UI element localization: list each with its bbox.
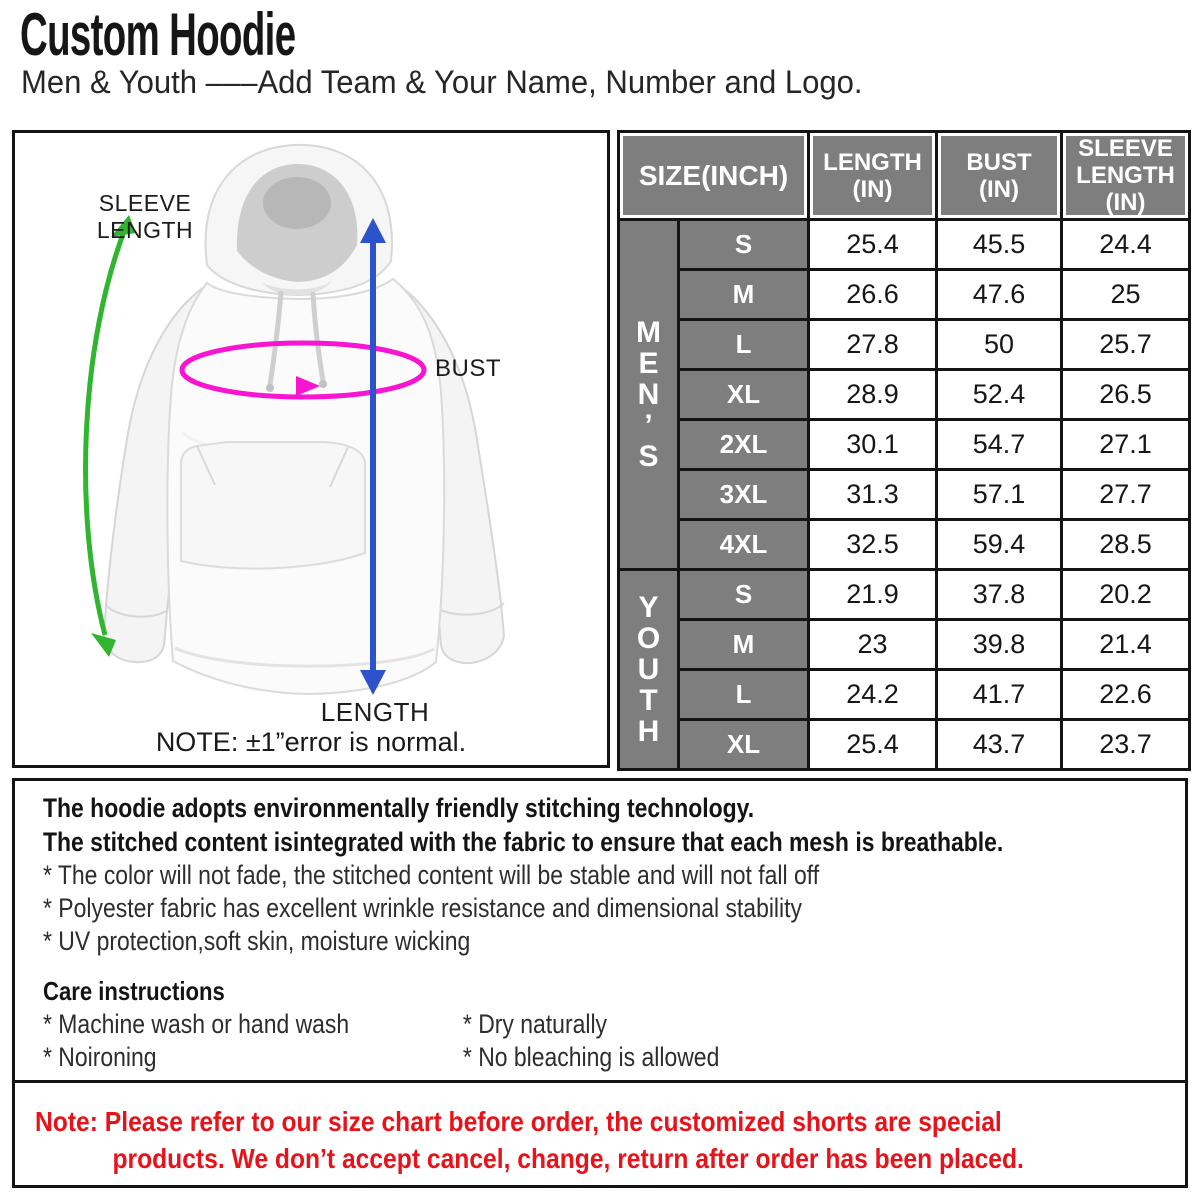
sleeve-value: 20.2 <box>1062 570 1190 620</box>
bust-value: 47.6 <box>937 270 1062 320</box>
table-row <box>619 670 1190 720</box>
length-value: 21.9 <box>809 570 937 620</box>
table-row <box>619 470 1190 520</box>
size-cell: XL <box>679 720 809 770</box>
length-value: 24.2 <box>809 670 937 720</box>
sleeve-value: 25 <box>1062 270 1190 320</box>
group-label: Y O U T H <box>619 570 679 770</box>
length-label: LENGTH <box>320 697 430 727</box>
page-subtitle: Men & Youth –––Add Team & Your Name, Number and Logo. <box>21 64 863 100</box>
care-item: * Machine wash or hand wash <box>43 1009 350 1039</box>
size-cell: 4XL <box>679 520 809 570</box>
bust-value: 39.8 <box>937 620 1062 670</box>
length-value: 25.4 <box>809 720 937 770</box>
table-row <box>619 370 1190 420</box>
measurement-diagram <box>12 130 610 768</box>
bust-value: 41.7 <box>937 670 1062 720</box>
order-note-line2: products. We don’t accept cancel, change, return after order has been placed. <box>112 1143 1024 1174</box>
size-cell: 2XL <box>679 420 809 470</box>
table-row <box>619 620 1190 670</box>
description-section <box>15 781 1185 1083</box>
bust-value: 43.7 <box>937 720 1062 770</box>
size-cell: S <box>679 220 809 270</box>
table-row <box>619 520 1190 570</box>
table-row <box>619 420 1190 470</box>
table-row <box>619 720 1190 770</box>
description-line: The stitched content isintegrated with the fabric to ensure that each mesh is breathable. <box>43 827 1004 857</box>
length-value: 26.6 <box>809 270 937 320</box>
order-note-section <box>15 1083 1185 1177</box>
sleeve-length-label: SLEEVE LENGTH <box>96 190 194 243</box>
care-item: * Dry naturally <box>462 1009 608 1039</box>
sleeve-value: 23.7 <box>1062 720 1190 770</box>
care-item: * Noironing <box>43 1042 157 1072</box>
size-cell: S <box>679 570 809 620</box>
sleeve-value: 27.7 <box>1062 470 1190 520</box>
sleeve-value: 28.5 <box>1062 520 1190 570</box>
bust-value: 54.7 <box>937 420 1062 470</box>
care-item: * No bleaching is allowed <box>462 1042 720 1072</box>
size-cell: XL <box>679 370 809 420</box>
size-cell: 3XL <box>679 470 809 520</box>
order-note-text <box>35 1103 1047 1177</box>
tolerance-note: NOTE: ±1”error is normal. <box>155 727 467 757</box>
feature-bullet: * The color will not fade, the stitched content will be stable and will not fall off <box>43 860 820 890</box>
table-row <box>619 320 1190 370</box>
sleeve-value: 24.4 <box>1062 220 1190 270</box>
bust-value: 52.4 <box>937 370 1062 420</box>
sleeve-value: 25.7 <box>1062 320 1190 370</box>
description-line: The hoodie adopts environmentally friendly stitching technology. <box>43 793 755 823</box>
size-cell: M <box>679 270 809 320</box>
size-inch-header: SIZE(INCH) <box>619 132 809 220</box>
length-value: 30.1 <box>809 420 937 470</box>
size-cell: L <box>679 320 809 370</box>
table-row <box>619 220 1190 270</box>
sleeve-length-column-header: SLEEVE LENGTH (IN) <box>1062 132 1190 220</box>
description-bullet-lines <box>43 859 1014 958</box>
bust-value: 50 <box>937 320 1062 370</box>
bust-value: 37.8 <box>937 570 1062 620</box>
size-cell: M <box>679 620 809 670</box>
group-label: M E N ’ S <box>619 220 679 570</box>
product-info-box <box>12 778 1188 1188</box>
sleeve-value: 22.6 <box>1062 670 1190 720</box>
feature-bullet: * UV protection,soft skin, moisture wicking <box>43 926 471 956</box>
sleeve-value: 26.5 <box>1062 370 1190 420</box>
size-cell: L <box>679 670 809 720</box>
length-value: 32.5 <box>809 520 937 570</box>
sleeve-value: 27.1 <box>1062 420 1190 470</box>
length-value: 31.3 <box>809 470 937 520</box>
length-value: 28.9 <box>809 370 937 420</box>
description-bold-lines <box>43 791 1014 859</box>
table-row <box>619 270 1190 320</box>
length-value: 23 <box>809 620 937 670</box>
feature-bullet: * Polyester fabric has excellent wrinkle resistance and dimensional stability <box>43 893 802 923</box>
table-row <box>619 570 1190 620</box>
order-note-line1: Note: Please refer to our size chart before order, the customized shorts are special <box>35 1106 1002 1137</box>
length-value: 25.4 <box>809 220 937 270</box>
bust-column-header: BUST (IN) <box>937 132 1062 220</box>
care-list-left <box>43 1008 463 1074</box>
table-header-row <box>619 132 1190 220</box>
bust-value: 45.5 <box>937 220 1062 270</box>
care-instructions-title: Care instructions <box>43 976 225 1006</box>
page-title: Custom Hoodie <box>20 1 296 68</box>
length-value: 27.8 <box>809 320 937 370</box>
care-list-right <box>463 1008 719 1074</box>
size-table <box>617 130 1191 771</box>
kangaroo-pocket <box>181 442 365 569</box>
bust-label: BUST <box>435 355 502 382</box>
sleeve-value: 21.4 <box>1062 620 1190 670</box>
length-column-header: LENGTH (IN) <box>809 132 937 220</box>
bust-value: 59.4 <box>937 520 1062 570</box>
bust-value: 57.1 <box>937 470 1062 520</box>
